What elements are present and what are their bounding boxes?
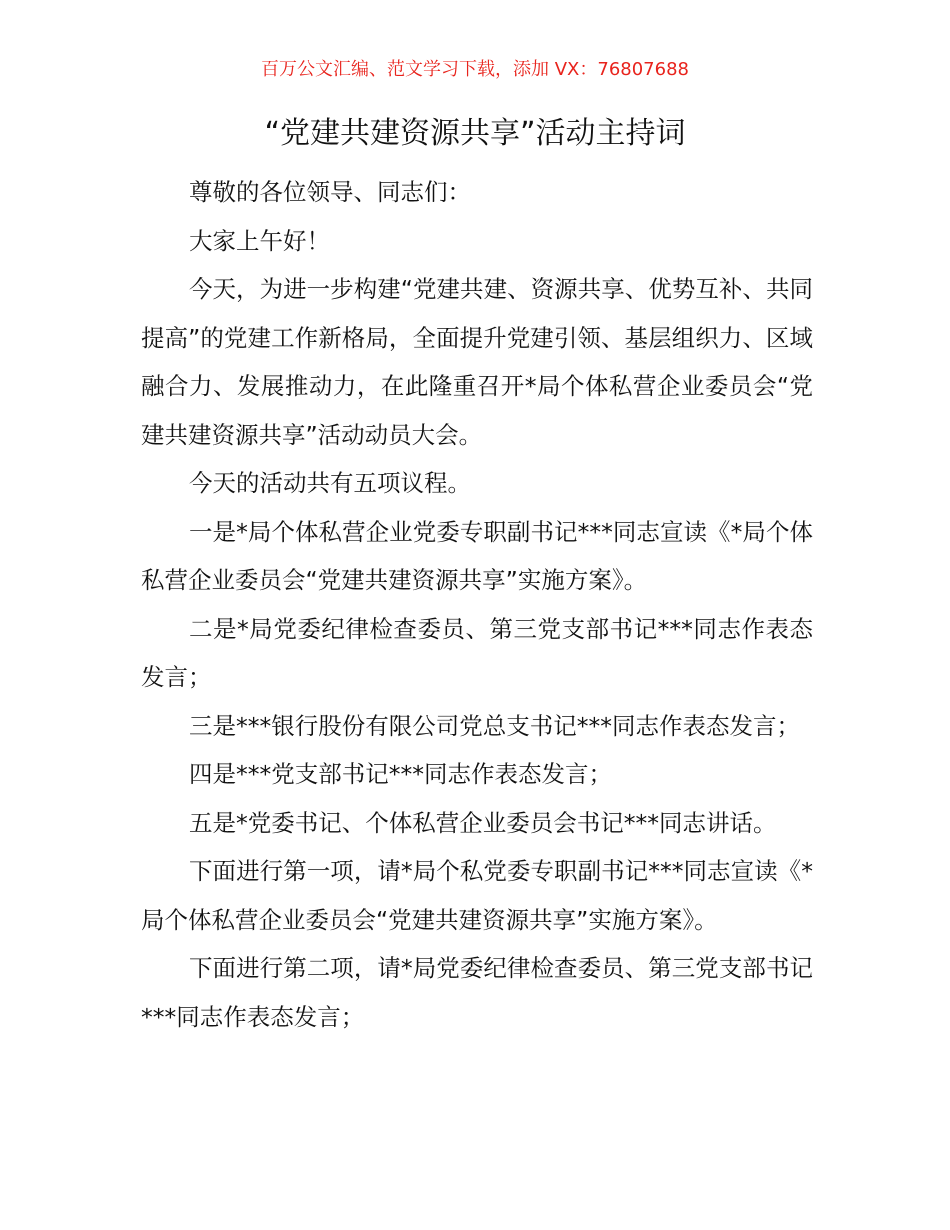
paragraph-greeting: 大家上午好！ <box>189 226 330 255</box>
header-banner: 百万公文汇编、范文学习下载，添加 VX：76807688 <box>261 59 689 80</box>
paragraph-agenda-item-3: 三是***银行股份有限公司党总支书记***同志作表态发言； <box>189 711 800 740</box>
paragraph-agenda-item-4: 四是***党支部书记***同志作表态发言； <box>189 760 612 788</box>
paragraph-salutation: 尊敬的各位领导、同志们： <box>189 178 471 206</box>
paragraph-intro: 今天，为进一步构建“党建共建、资源共享、优势互补、共同提高”的党建工作新格局，全面提升党建引领、基层组织力、区域融合力、发展推动力，在此隆重召开*局个体私营企业委员会“党建共建资源共享”活动动员大会。 <box>141 275 813 449</box>
paragraph-agenda-summary: 今天的活动共有五项议程。 <box>189 469 471 497</box>
paragraph-agenda-item-5: 五是*党委书记、个体私营企业委员会书记***同志讲话。 <box>189 808 777 837</box>
paragraph-agenda-item-1: 一是*局个体私营企业党委专职副书记***同志宣读《*局个体私营企业委员会“党建共建资源共享”实施方案》。 <box>141 517 813 594</box>
document-body <box>141 168 813 1041</box>
page-title: “党建共建资源共享”活动主持词 <box>264 116 686 151</box>
paragraph-proceed-item-2: 下面进行第二项，请*局党委纪律检查委员、第三党支部书记***同志作表态发言； <box>141 954 813 1031</box>
paragraph-proceed-item-1: 下面进行第一项，请*局个私党委专职副书记***同志宣读《*局个体私营企业委员会“党建共建资源共享”实施方案》。 <box>141 857 813 934</box>
paragraph-agenda-item-2: 二是*局党委纪律检查委员、第三党支部书记***同志作表态发言； <box>141 614 813 691</box>
